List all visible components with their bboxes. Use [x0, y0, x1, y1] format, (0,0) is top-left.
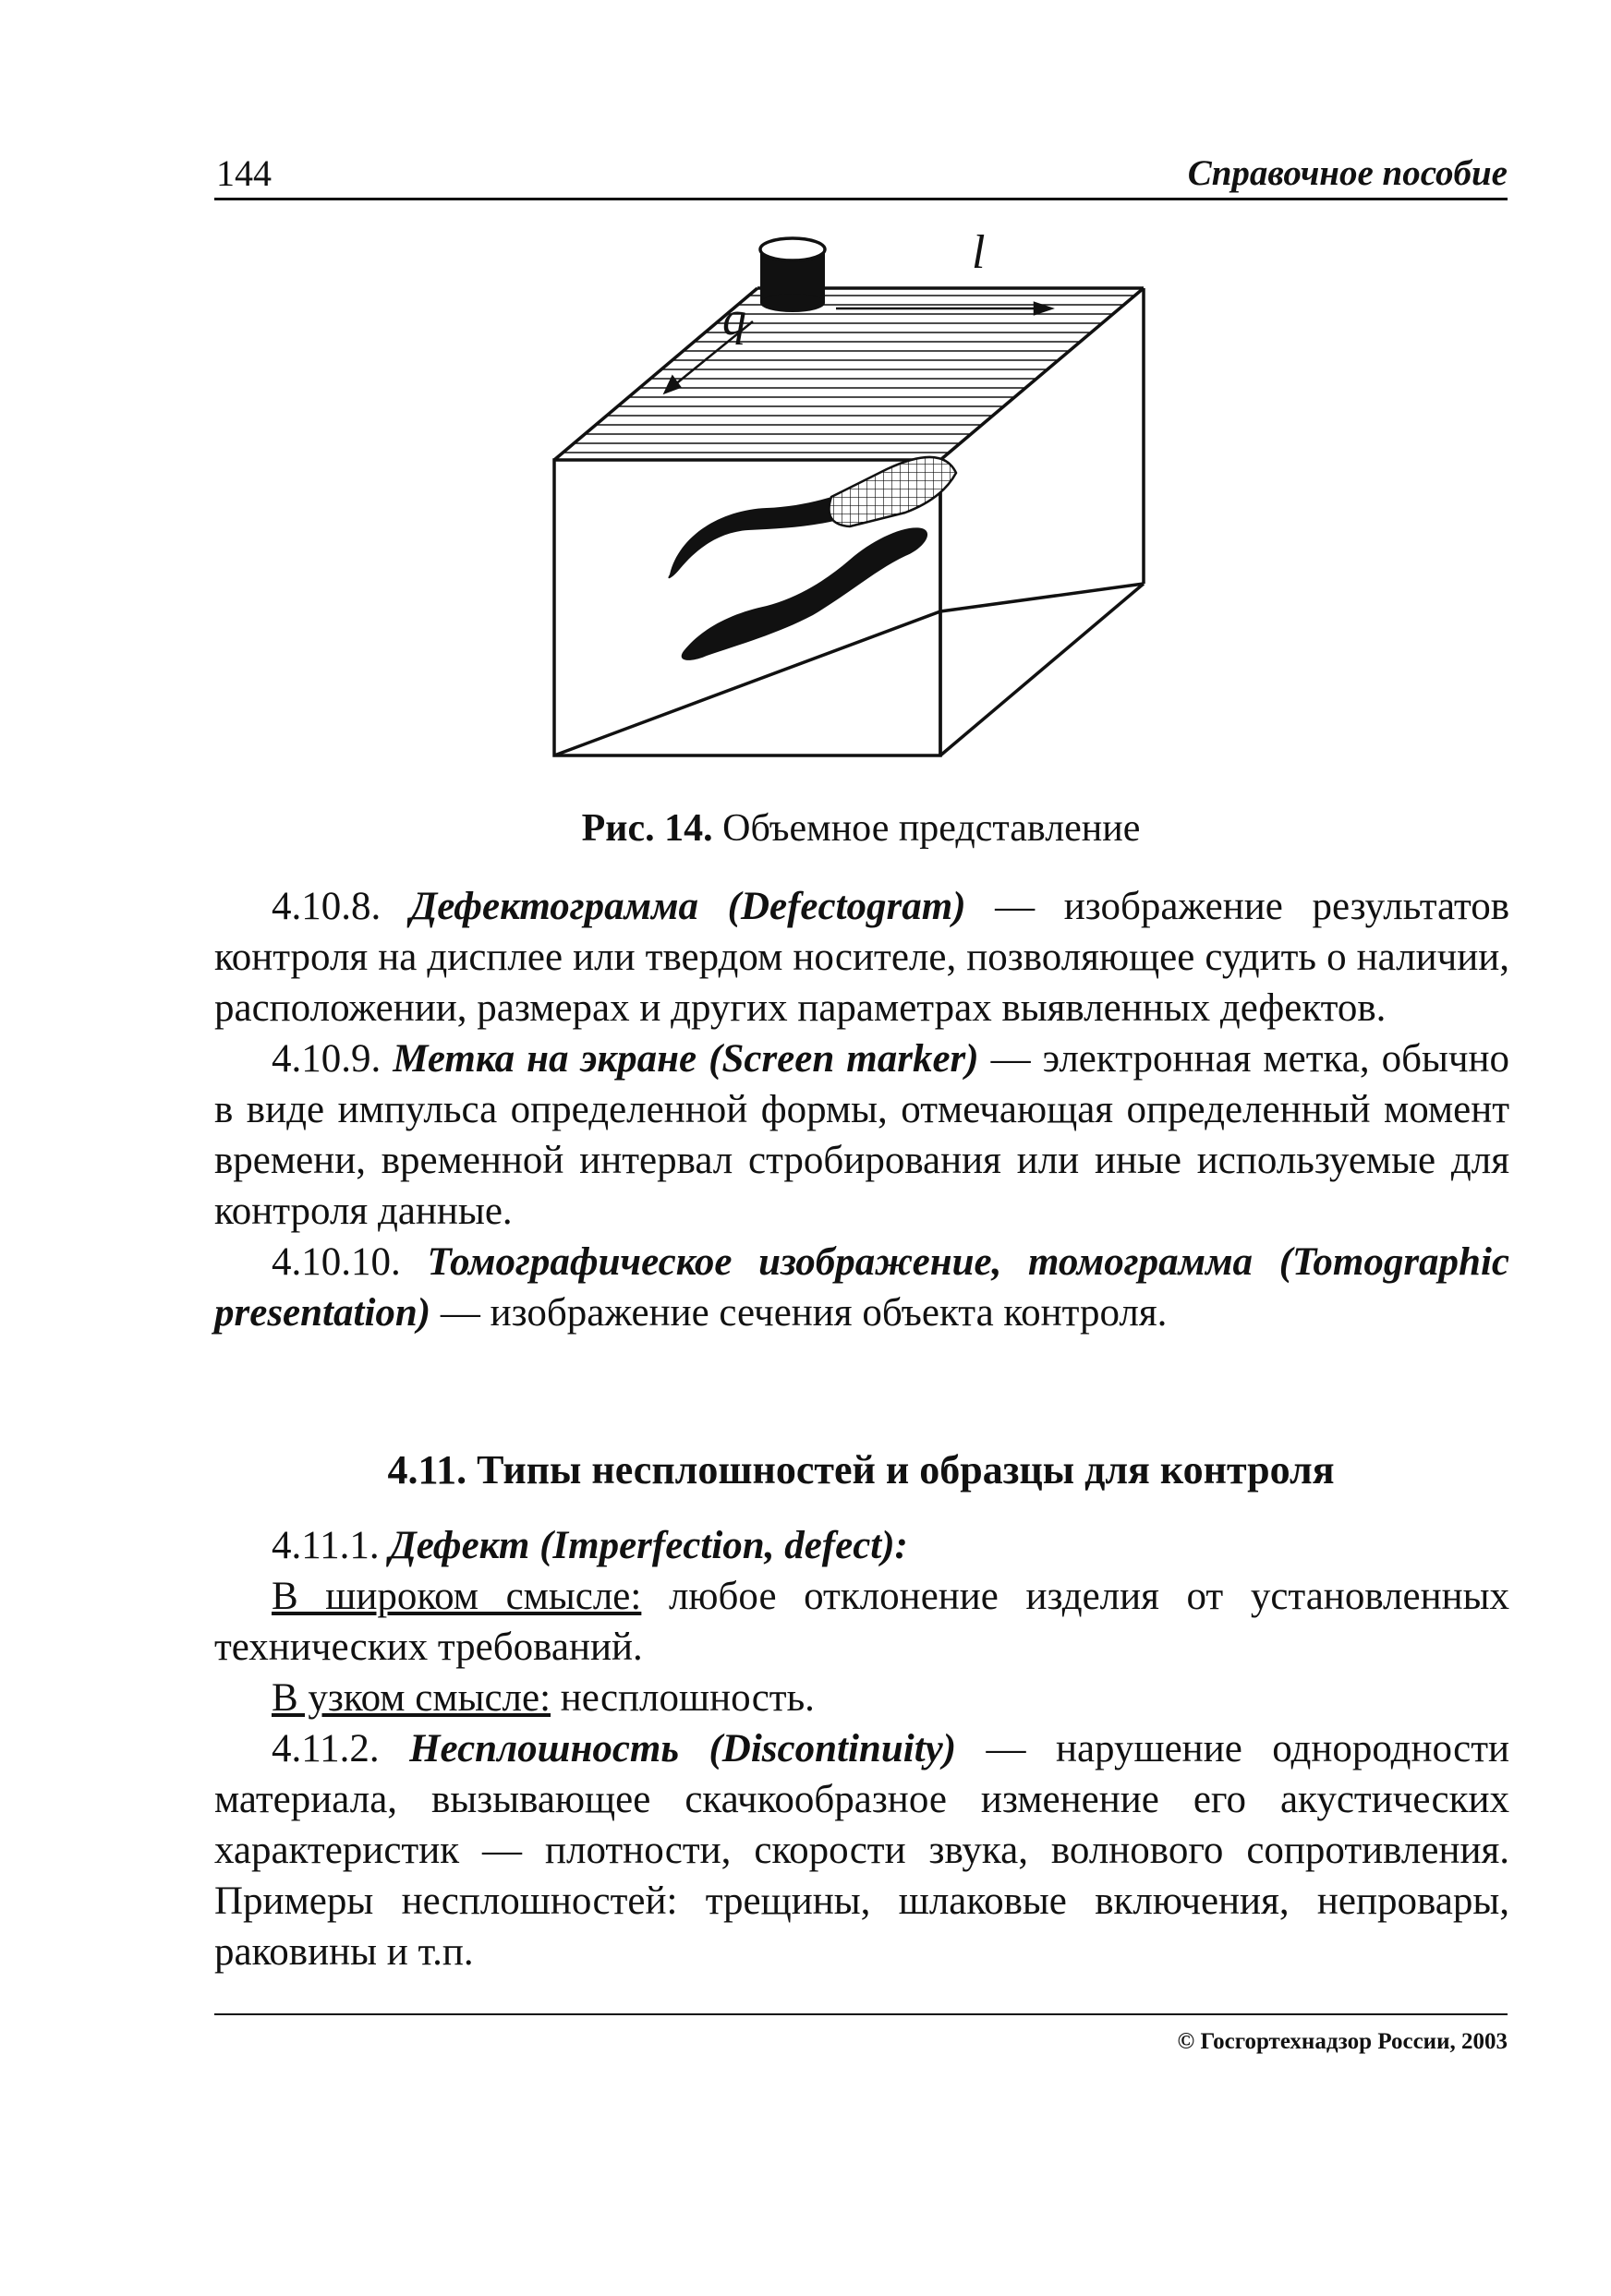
term-screen-marker: Метка на экране (Screen marker)	[393, 1037, 979, 1081]
paragraph-4-10-10	[214, 1237, 1509, 1338]
caption-prefix: Рис. 14.	[581, 807, 713, 850]
header-rule	[214, 198, 1508, 200]
figure-drawing	[517, 231, 1182, 785]
running-title: Справочное пособие	[1187, 153, 1508, 193]
figure-caption	[214, 805, 1508, 852]
paragraph-number: 4.10.9.	[272, 1037, 382, 1081]
section-4-10-text	[214, 881, 1509, 1338]
defect-shapes	[668, 434, 970, 660]
broad-sense-text: любое отклонение изделия от установленных технических требований.	[214, 1575, 1510, 1669]
paragraph-number: 4.11.1.	[272, 1524, 380, 1567]
paragraph-number: 4.11.2.	[272, 1727, 380, 1770]
definition-text: — изображение сечения объекта контроля.	[440, 1291, 1168, 1335]
definition-text: — нарушение однородности материала, вызывающее скачкообразное изменение его акустических характеристик — плотности, скорости звука, волнового сопротивления. Примеры несплошностей: трещины, шлаковые включения, непровары, раковины и т.п.	[214, 1727, 1509, 1974]
broad-sense-label: В широком смысле:	[272, 1575, 642, 1618]
label-q: q	[722, 293, 746, 345]
paragraph-number: 4.10.8.	[272, 885, 382, 928]
paragraph-number: 4.10.10.	[272, 1240, 401, 1284]
copyright-notice: © Госгортехнадзор России, 2003	[1177, 2029, 1508, 2054]
paragraph-4-11-1	[214, 1520, 1509, 1571]
narrow-sense-text: несплошность.	[560, 1676, 815, 1720]
paragraph-4-10-9	[214, 1033, 1509, 1237]
transducer-icon	[760, 238, 825, 312]
figure-volumetric-box	[517, 231, 1182, 785]
section-heading-4-11: 4.11. Типы несплошностей и образцы для контроля	[387, 1447, 1335, 1492]
definition-text: — изображение результатов контроля на дисплее или твердом носителе, позволяющее судить о наличии, расположении, размерах и других параметрах выявленных дефектов.	[214, 885, 1510, 1030]
footer-rule	[214, 2013, 1508, 2015]
paragraph-4-10-8	[214, 881, 1509, 1033]
section-4-11-text	[214, 1520, 1509, 1977]
term-tomographic: Томографическое изображение, томограмма (Tomographic presentation)	[214, 1240, 1509, 1335]
narrow-sense-label: В узком смысле:	[272, 1676, 551, 1720]
caption-text: Объемное представление	[722, 807, 1141, 850]
label-l: l	[972, 231, 986, 279]
term-defectogram: Дефектограмма (Defectogram)	[409, 885, 966, 928]
term-defect: Дефект (Imperfection, defect):	[389, 1524, 908, 1567]
definition-text: — электронная метка, обычно в виде импульса определенной формы, отмечающая определенный момент времени, временной интервал стробирования или иные используемые для контроля данные.	[214, 1037, 1510, 1233]
paragraph-broad-sense	[214, 1571, 1509, 1673]
top-face-hatching	[517, 296, 1182, 453]
paragraph-narrow-sense	[214, 1673, 1509, 1723]
page-number: 144	[216, 152, 272, 194]
paragraph-4-11-2	[214, 1723, 1509, 1977]
term-discontinuity: Несплошность (Discontinuity)	[409, 1727, 957, 1770]
